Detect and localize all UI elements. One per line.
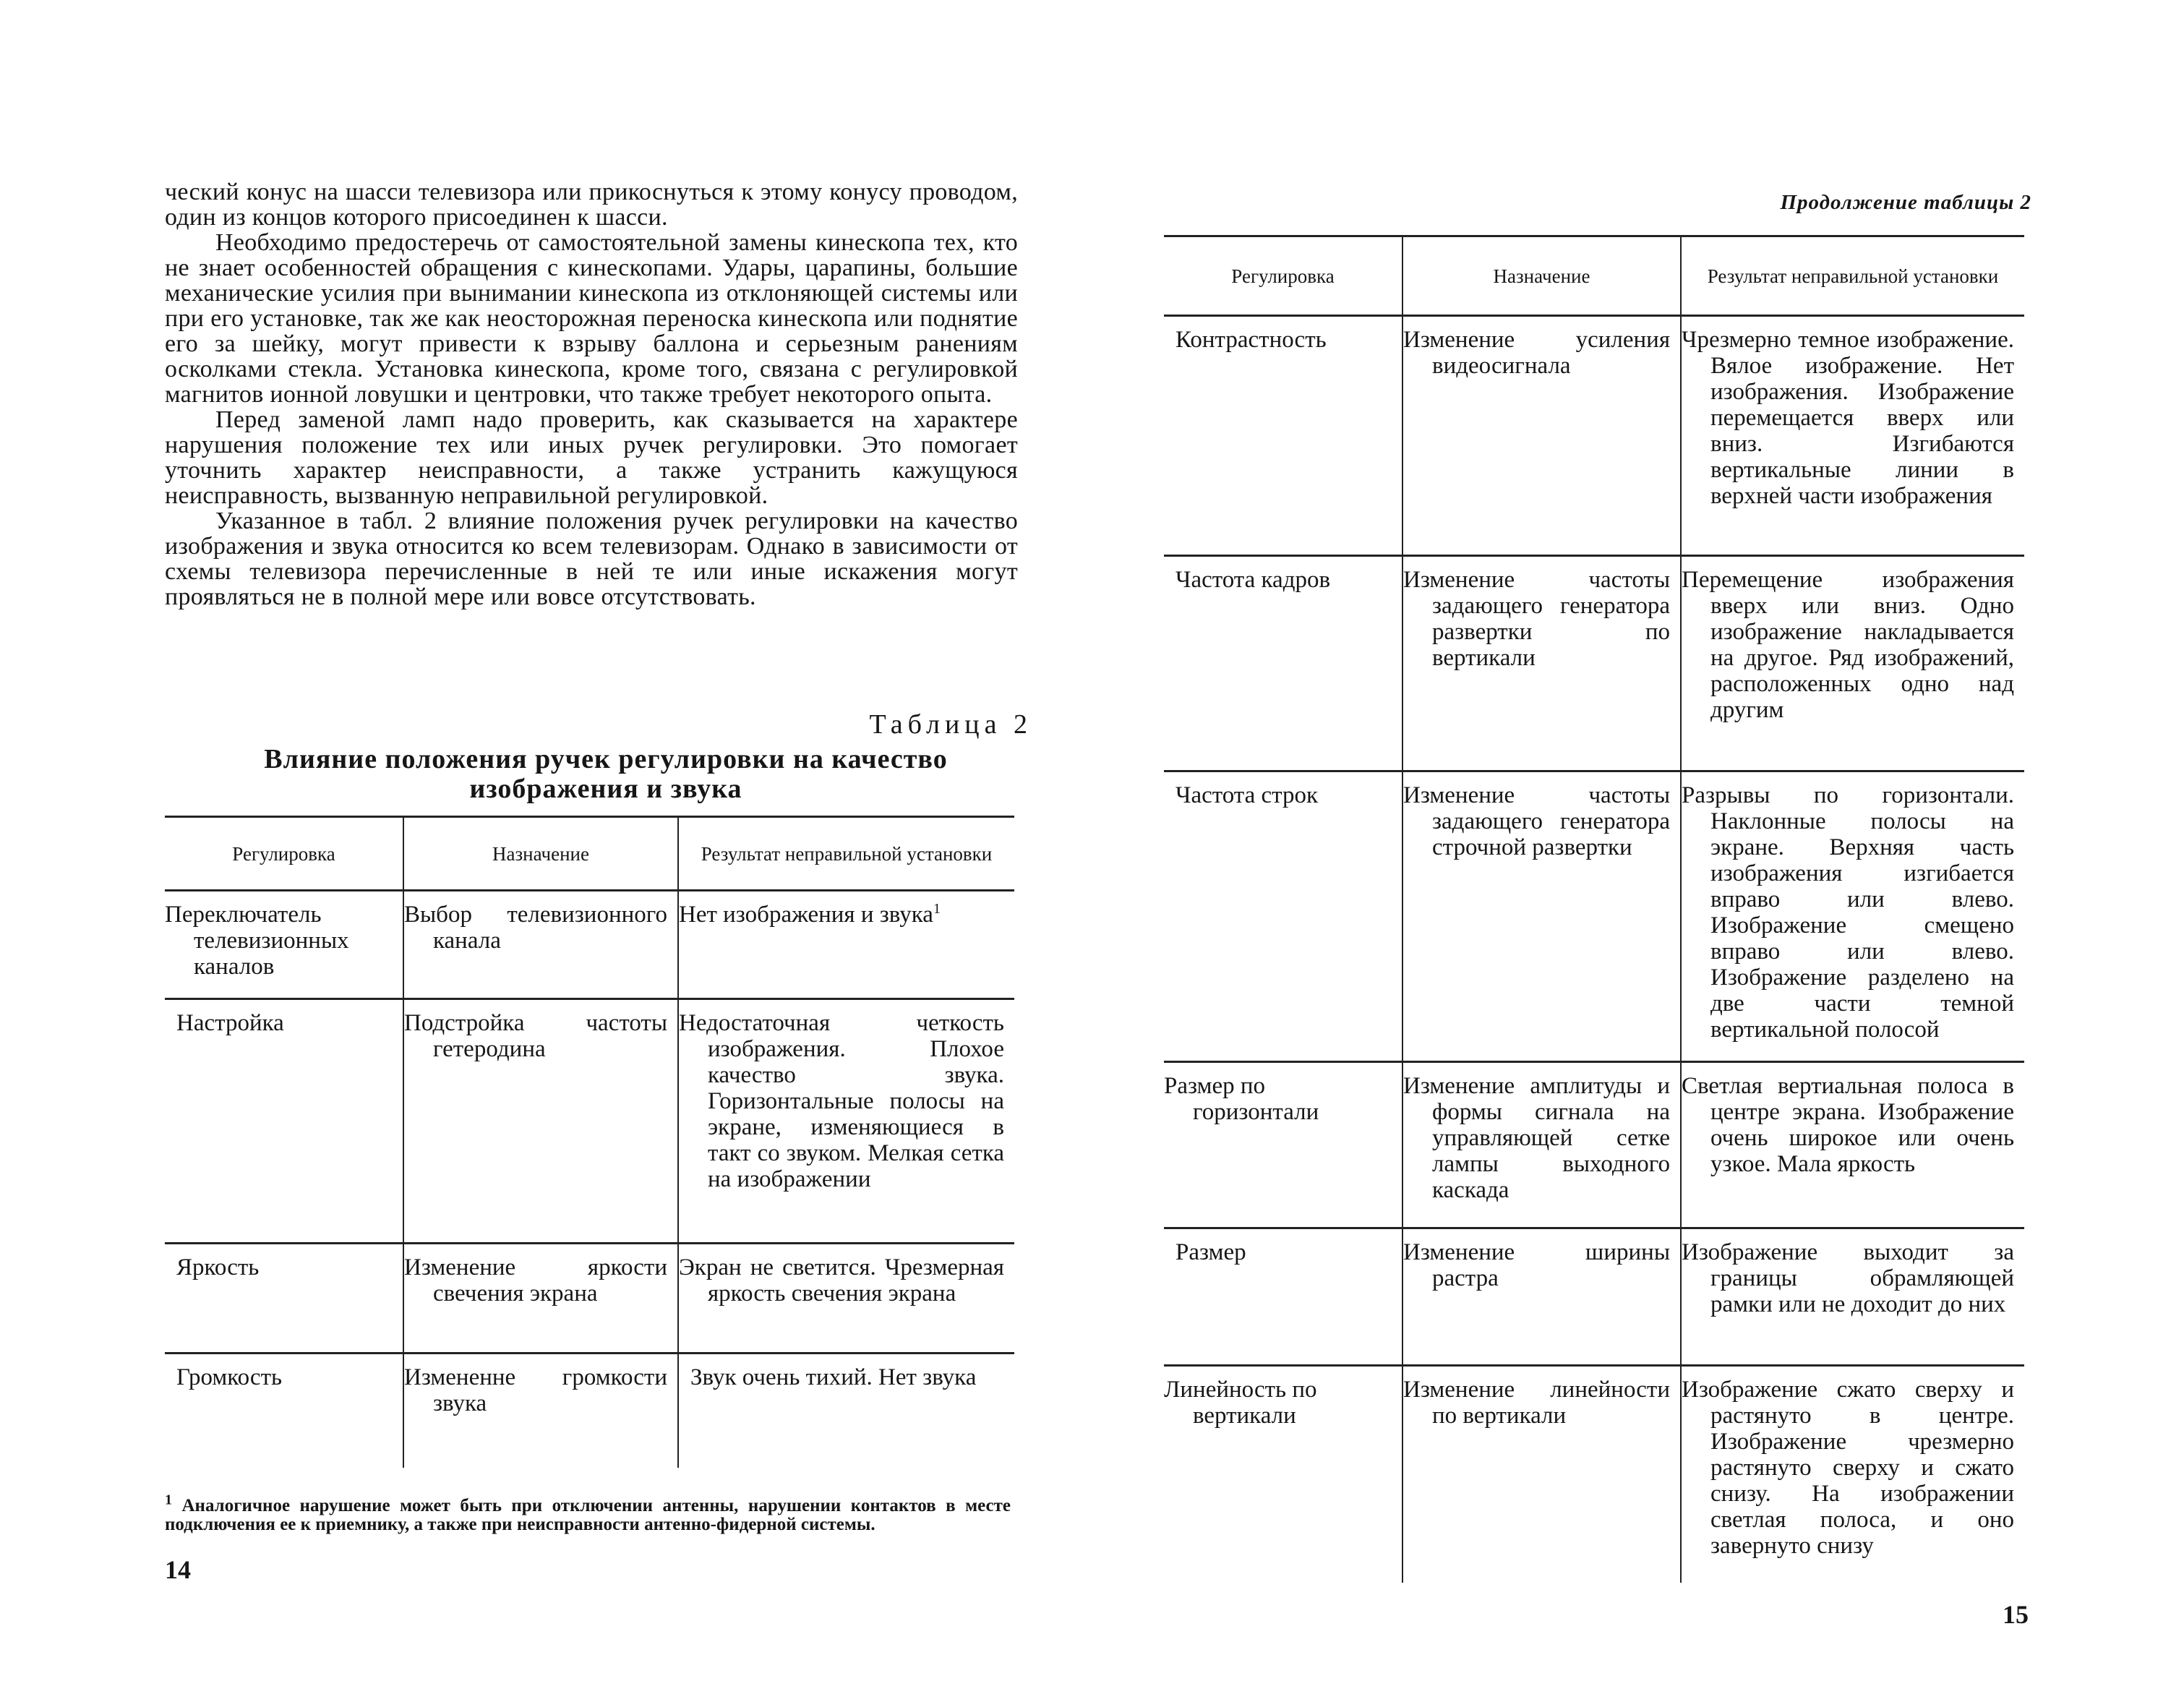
cell-result: Изображение выходит за границы обрамляющей рамки или не доходит до них: [1681, 1228, 2024, 1366]
table-row: [1164, 1366, 2024, 1583]
footnote-text: Аналогичное нарушение может быть при отключении антенны, нарушении контактов в месте подключения ее к приемнику, а также при неисправности антенно-фидерной системы.: [165, 1496, 1011, 1534]
paragraph: Перед заменой ламп надо проверить, как сказывается на характере нарушения положение тех или иных ручек регулировки. Это помогает уточнить характер неисправности, а также устранить кажущуюся неисправность, вызванную неправильной регулировкой.: [165, 406, 1018, 509]
cell-result: Экран не светится. Чрезмерная яркость свечения экрана: [678, 1244, 1014, 1354]
right-page: [1164, 0, 2031, 1702]
footnote: [165, 1492, 1011, 1534]
cell-regulation: Громкость: [165, 1354, 403, 1468]
table-title: [208, 745, 1003, 804]
table-row: [1164, 771, 2024, 1062]
table-row: [165, 1354, 1014, 1468]
paragraph: Указанное в табл. 2 влияние положения ручек регулировки на качество изображения и звука относится ко всем телевизорам. Однако в зависимости от схемы телевизора перечисленные в ней те или иные искажения могут проявляться не в полной мере или вовсе отсутствовать.: [165, 508, 1018, 610]
cell-regulation: Размер: [1164, 1228, 1403, 1366]
cell-purpose: Изменение яркости свечения экрана: [403, 1244, 678, 1354]
cell-result: Чрезмерно темное изображение. Вялое изображение. Нет изображения. Изображение перемещается вверх или вниз. Изгибаются вертикальные линии в верхней части изображения: [1681, 316, 2024, 556]
left-page: [165, 0, 1032, 1702]
table-row: [165, 891, 1014, 999]
table-row: [1164, 1062, 2024, 1228]
table-title-line: Влияние положения ручек регулировки на качество: [264, 744, 948, 774]
cell-regulation: Линейность по вертикали: [1164, 1366, 1403, 1583]
cell-regulation: Частота кадров: [1164, 556, 1403, 771]
table-header-row: [1164, 236, 2024, 316]
body-text: [165, 179, 1018, 610]
header-regulation: Регулировка: [165, 817, 403, 891]
controls-table-continued: [1164, 235, 2024, 1583]
footnote-ref: 1: [933, 901, 941, 917]
header-purpose: Назначение: [403, 817, 678, 891]
cell-regulation: Яркость: [165, 1244, 403, 1354]
cell-purpose: Изменение ширины растра: [1403, 1228, 1681, 1366]
cell-purpose: Выбор телевизионного канала: [403, 891, 678, 999]
header-purpose: Назначение: [1403, 236, 1681, 316]
continuation-label: Продолжение таблицы 2: [1780, 191, 2031, 214]
cell-purpose: Изменение частоты задающего генератора строчной развертки: [1403, 771, 1681, 1062]
cell-result: Изображение сжато сверху и растянуто в центре. Изображение чрезмерно растянуто сверху и сжато снизу. На изображении светлая полоса, и оно завернуто снизу: [1681, 1366, 2024, 1583]
cell-regulation: Переключатель телевизионных каналов: [165, 902, 349, 980]
cell-result: Звук очень тихий. Нет звука: [678, 1354, 1014, 1468]
cell-regulation: Контрастность: [1175, 327, 1327, 353]
cell-result: Недостаточная четкость изображения. Плохое качество звука. Горизонтальные полосы на экране, изменяющиеся в такт со звуком. Мелкая сетка на изображении: [678, 999, 1014, 1244]
page-number: 15: [2003, 1600, 2029, 1629]
cell-purpose: Измененне громкости звука: [403, 1354, 678, 1468]
cell-purpose: Изменение частоты задающего генератора развертки по вертикали: [1403, 556, 1681, 771]
table-row: [1164, 316, 2024, 556]
header-result: Результат неправильной установки: [1681, 236, 2024, 316]
table-row: [1164, 1228, 2024, 1366]
page-number: 14: [165, 1555, 191, 1584]
cell-result: Перемещение изображения вверх или вниз. Одно изображение накладывается на другое. Ряд изображений, расположенных одно над другим: [1681, 556, 2024, 771]
header-result: Результат неправильной установки: [678, 817, 1014, 891]
cell-purpose: Изменение линейности по вертикали: [1403, 1366, 1681, 1583]
cell-purpose: Изменение амплитуды и формы сигнала на управляющей сетке лампы выходного каскада: [1403, 1062, 1681, 1228]
cell-purpose: Изменение усиления видеосигнала: [1403, 316, 1681, 556]
table-header-row: [165, 817, 1014, 891]
table-row: [165, 999, 1014, 1244]
cell-regulation: Настройка: [165, 999, 403, 1244]
cell-regulation: Размер по горизонтали: [1164, 1062, 1403, 1228]
result-text: Нет изображения и звука: [679, 902, 933, 928]
table-number: Таблица 2: [869, 709, 1032, 740]
cell-regulation: Частота строк: [1164, 771, 1403, 1062]
header-regulation: Регулировка: [1164, 236, 1403, 316]
footnote-mark: 1: [165, 1492, 172, 1508]
table-row: [165, 1244, 1014, 1354]
controls-table: [165, 816, 1014, 1468]
paragraph: ческий конус на шасси телевизора или прикоснуться к этому конусу проводом, один из концов которого присоединен к шасси.: [165, 179, 1018, 231]
cell-result: Разрывы по горизонтали. Наклонные полосы на экране. Верхняя часть изображения изгибается вправо или влево. Изображение смещено вправо или влево. Изображение разделено на две части темной вертикальной полосой: [1681, 771, 2024, 1062]
paragraph: Необходимо предостеречь от самостоятельной замены кинескопа тех, кто не знает особенностей обращения с кинескопами. Удары, царапины, большие механические усилия при вынимании кинескопа из отклоняющей системы или при его установке, так же как неосторожная переноска кинескопа или поднятие его за шейку, могут привести к взрыву баллона и серьезным ранениям осколками стекла. Установка кинескопа, кроме того, связана с регулировкой магнитов ионной ловушки и центровки, что также требует некоторого опыта.: [165, 229, 1018, 408]
cell-purpose: Подстройка частоты гетеродина: [403, 999, 678, 1244]
table-title-line: изображения и звука: [469, 774, 742, 804]
table-row: [1164, 556, 2024, 771]
cell-result: Светлая вертиальная полоса в центре экрана. Изображение очень широкое или очень узкое. Мала яркость: [1681, 1062, 2024, 1228]
cell-result: [678, 891, 1014, 999]
